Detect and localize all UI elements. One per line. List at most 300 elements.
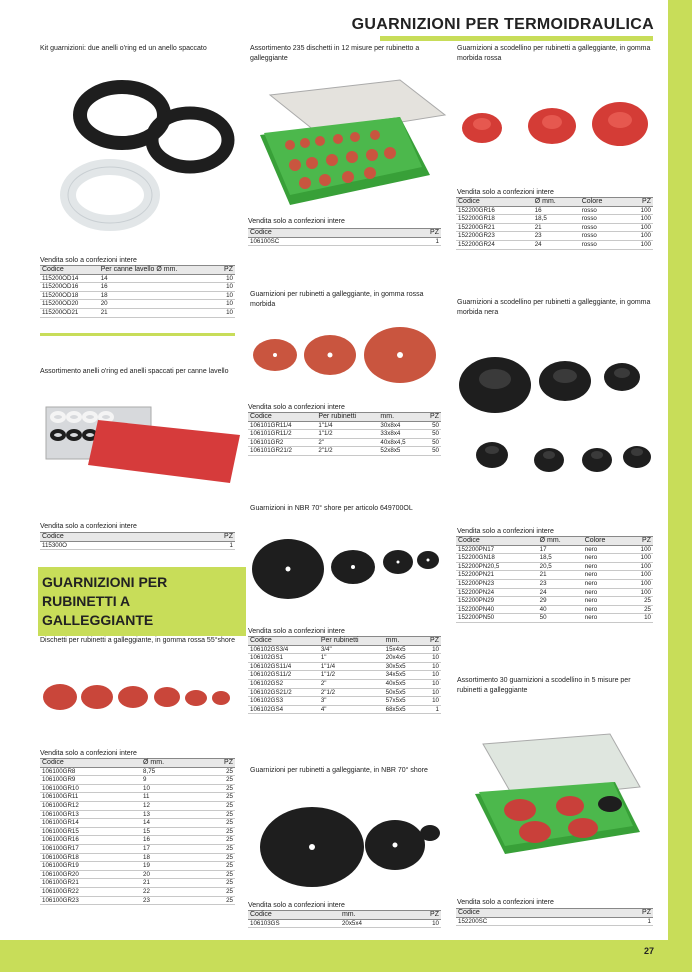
col-codice: Codice (456, 537, 538, 546)
cell: 10 (216, 283, 235, 292)
nbr70-sales-note: Vendita solo a confezioni intere (248, 628, 345, 635)
cell: 115200OD21 (40, 308, 99, 317)
cell: 106100GR22 (40, 887, 141, 896)
assortimento-30-sales-note: Vendita solo a confezioni intere (457, 899, 554, 906)
table-row (456, 545, 653, 554)
cell: 23 (538, 579, 583, 588)
cell: 25 (203, 879, 235, 888)
cell: 21 (141, 879, 203, 888)
table-row (40, 767, 235, 776)
table-row (248, 645, 441, 654)
cell: 20 (99, 300, 216, 309)
assortimento-235-sales-note: Vendita solo a confezioni intere (248, 218, 345, 225)
cell: 16 (99, 283, 216, 292)
cell: nero (583, 579, 627, 588)
cell: 25 (203, 862, 235, 871)
table-row (40, 801, 235, 810)
col-codice: Codice (248, 229, 387, 238)
cell: 10 (421, 671, 441, 680)
cell: 106102GS11/2 (248, 671, 319, 680)
table-row (248, 679, 441, 688)
cell: 152200GR23 (456, 232, 533, 241)
cell: 100 (626, 206, 653, 215)
table-row (40, 887, 235, 896)
dischetti-image (40, 675, 240, 725)
cell: rosso (580, 240, 626, 249)
divider (40, 333, 235, 336)
cell: 106102GS3 (248, 697, 319, 706)
cell: 106101GR2 (248, 438, 316, 447)
cell: 106102GS2 (248, 679, 319, 688)
col-pz: PZ (421, 637, 441, 646)
cell: 21 (533, 223, 580, 232)
rossa-morbida-table (248, 412, 441, 456)
cell: 100 (627, 571, 653, 580)
cell: 10 (421, 679, 441, 688)
cell: 25 (627, 597, 653, 606)
col-mm: mm. (378, 413, 421, 422)
table-row (40, 836, 235, 845)
col-colore: Colore (580, 198, 626, 207)
col-mm: mm. (340, 911, 406, 920)
col-diametro: Ø mm. (141, 759, 203, 768)
nbr70-b-sales-note: Vendita solo a confezioni intere (248, 902, 345, 909)
assortimento-235-image (250, 75, 450, 215)
table-row (40, 308, 235, 317)
cell: 2" (319, 679, 384, 688)
cell: 25 (203, 896, 235, 905)
cell: nero (583, 545, 627, 554)
table-row (40, 819, 235, 828)
cell: 10 (421, 697, 441, 706)
cell: 50 (538, 614, 583, 623)
col-codice: Codice (248, 413, 316, 422)
cell: 15 (141, 827, 203, 836)
cell: 1 (421, 705, 441, 714)
kit-oring-sales-note: Vendita solo a confezioni intere (40, 257, 137, 264)
cell: 25 (203, 776, 235, 785)
cell: 16 (533, 206, 580, 215)
cell: 40x8x4,5 (378, 438, 421, 447)
cell: 30x8x4 (378, 421, 421, 430)
col-codice: Codice (40, 266, 99, 275)
table-row (456, 588, 653, 597)
cell: 152200PN20,5 (456, 562, 538, 571)
table-row (248, 688, 441, 697)
cell: 10 (216, 300, 235, 309)
table-row (248, 919, 441, 928)
cell: 10 (421, 645, 441, 654)
cell: 1"1/2 (319, 671, 384, 680)
col-colore: Colore (583, 537, 627, 546)
col-pz: PZ (627, 537, 653, 546)
scodellino-nera-sales-note: Vendita solo a confezioni intere (457, 528, 554, 535)
cell: 14 (141, 819, 203, 828)
cell: 17 (538, 545, 583, 554)
cell: 106100GR18 (40, 853, 141, 862)
table-row (40, 784, 235, 793)
cell: 1 (598, 917, 653, 926)
kit-oring-description: Kit guarnizioni: due anelli o'ring ed un anello spaccato (40, 45, 207, 52)
table-row (456, 614, 653, 623)
cell: 1 (387, 237, 441, 246)
col-pz: PZ (387, 229, 441, 238)
cell: 25 (203, 844, 235, 853)
cell: 106103GS (248, 919, 340, 928)
cell: 25 (203, 810, 235, 819)
table-row (248, 697, 441, 706)
assortimento-30-table (456, 908, 653, 926)
page-number: 27 (643, 946, 654, 956)
cell: 100 (626, 232, 653, 241)
cell: 25 (203, 827, 235, 836)
col-codice: Codice (248, 637, 319, 646)
cell: 2"1/2 (319, 688, 384, 697)
cell: 20x5x4 (340, 919, 406, 928)
cell: 50 (422, 421, 441, 430)
table-row (456, 206, 653, 215)
cell: 16 (141, 836, 203, 845)
cell: 18 (99, 291, 216, 300)
table-row (248, 671, 441, 680)
col-pz: PZ (422, 413, 441, 422)
col-codice: Codice (248, 911, 340, 920)
col-pz: PZ (203, 759, 235, 768)
nbr70-table (248, 636, 441, 714)
cell: 106100GR21 (40, 879, 141, 888)
table-row (40, 300, 235, 309)
cell: 1"1/2 (316, 430, 378, 439)
table-row (248, 430, 441, 439)
table-row (40, 291, 235, 300)
col-per-rubinetti: Per rubinetti (319, 637, 384, 646)
cell: 152200GR18 (456, 215, 533, 224)
cell: 3" (319, 697, 384, 706)
table-row (40, 810, 235, 819)
cell: 40 (538, 605, 583, 614)
cell: 24 (538, 588, 583, 597)
cell: 19 (141, 862, 203, 871)
nbr70-image (250, 522, 445, 617)
cell: 106100GR20 (40, 870, 141, 879)
rossa-morbida-image (250, 322, 445, 387)
cell: 2"1/2 (316, 447, 378, 456)
table-row (248, 654, 441, 663)
cell: 10 (421, 662, 441, 671)
cell: 106102GS1 (248, 654, 319, 663)
table-row (456, 554, 653, 563)
cell: 10 (421, 688, 441, 697)
cell: 100 (627, 562, 653, 571)
cell: nero (583, 605, 627, 614)
nbr70-b-table (248, 910, 441, 928)
col-codice: Codice (40, 759, 141, 768)
cell: 106100GR14 (40, 819, 141, 828)
cell: 20,5 (538, 562, 583, 571)
section-title-rubinetti: GUARNIZIONI PER RUBINETTI A GALLEGGIANTE (38, 567, 246, 636)
table-row (456, 223, 653, 232)
col-diametro: Ø mm. (533, 198, 580, 207)
cell: nero (583, 571, 627, 580)
table-row (248, 438, 441, 447)
cell: 152200PN21 (456, 571, 538, 580)
header-underline (380, 36, 653, 41)
cell: 152200SC (456, 917, 598, 926)
cell: 106102GS11/4 (248, 662, 319, 671)
cell: 152200GR16 (456, 206, 533, 215)
table-row (40, 862, 235, 871)
cell: 50 (422, 430, 441, 439)
cell: 106101GR11/2 (248, 430, 316, 439)
table-row (456, 571, 653, 580)
cell: 25 (203, 870, 235, 879)
table-row (40, 283, 235, 292)
cell: 52x8x5 (378, 447, 421, 456)
col-pz: PZ (598, 909, 653, 918)
table-row (456, 232, 653, 241)
cell: 100 (626, 240, 653, 249)
assortimento-anelli-image (40, 395, 240, 515)
scodellino-nera-description: Guarnizioni a scodellino per rubinetti a galleggiante, in gomma morbida nera (457, 299, 651, 316)
cell: 3/4" (319, 645, 384, 654)
rossa-morbida-sales-note: Vendita solo a confezioni intere (248, 404, 345, 411)
footer-bar (0, 940, 692, 972)
scodellino-rossa-sales-note: Vendita solo a confezioni intere (457, 189, 554, 196)
cell: nero (583, 588, 627, 597)
cell: 106102GS4 (248, 705, 319, 714)
cell: 25 (203, 853, 235, 862)
cell: 20 (141, 870, 203, 879)
cell: nero (583, 562, 627, 571)
cell: 152200PN29 (456, 597, 538, 606)
cell: 152200GN18 (456, 554, 538, 563)
cell: 68x5x5 (384, 705, 421, 714)
cell: 2" (316, 438, 378, 447)
cell: 13 (141, 810, 203, 819)
cell: 9 (141, 776, 203, 785)
cell: 4" (319, 705, 384, 714)
cell: 100 (626, 215, 653, 224)
cell: 10 (627, 614, 653, 623)
cell: 24 (533, 240, 580, 249)
cell: 25 (203, 793, 235, 802)
cell: 10 (406, 919, 441, 928)
table-row (40, 776, 235, 785)
cell: 10 (421, 654, 441, 663)
col-pz: PZ (216, 266, 235, 275)
assortimento-anelli-table (40, 532, 235, 550)
cell: 12 (141, 801, 203, 810)
col-mm: mm. (384, 637, 421, 646)
col-pz: PZ (175, 533, 235, 542)
cell: 106100GR19 (40, 862, 141, 871)
cell: 25 (203, 819, 235, 828)
assortimento-anelli-description: Assortimento anelli o'ring ed anelli spaccati per canne lavello (40, 368, 229, 375)
col-codice: Codice (456, 909, 598, 918)
cell: 106101GR21/2 (248, 447, 316, 456)
cell: 22 (141, 887, 203, 896)
cell: 152200PN23 (456, 579, 538, 588)
col-pz: PZ (406, 911, 441, 920)
cell: 115200OD16 (40, 283, 99, 292)
cell: 152200PN17 (456, 545, 538, 554)
cell: 106100GR12 (40, 801, 141, 810)
cell: 106100GR8 (40, 767, 141, 776)
cell: 50x5x5 (384, 688, 421, 697)
table-row (456, 215, 653, 224)
cell: 106100SC (248, 237, 387, 246)
cell: 8,75 (141, 767, 203, 776)
dischetti-sales-note: Vendita solo a confezioni intere (40, 750, 137, 757)
cell: 33x8x4 (378, 430, 421, 439)
table-row (40, 274, 235, 283)
assortimento-235-description: Assortimento 235 dischetti in 12 misure per rubinetto a galleggiante (250, 45, 420, 62)
cell: 100 (627, 588, 653, 597)
cell: 152200GR24 (456, 240, 533, 249)
cell: 25 (627, 605, 653, 614)
cell: 1" (319, 654, 384, 663)
cell: 106100GR11 (40, 793, 141, 802)
table-row (248, 447, 441, 456)
cell: 106100GR10 (40, 784, 141, 793)
scodellino-rossa-description: Guarnizioni a scodellino per rubinetti a galleggiante, in gomma morbida rossa (457, 45, 651, 62)
cell: 14 (99, 274, 216, 283)
cell: 15x4x5 (384, 645, 421, 654)
cell: 152200PN24 (456, 588, 538, 597)
cell: 17 (141, 844, 203, 853)
cell: 25 (203, 887, 235, 896)
cell: 115200OD20 (40, 300, 99, 309)
cell: 1"1/4 (316, 421, 378, 430)
cell: 106101GR11/4 (248, 421, 316, 430)
cell: 106100GR9 (40, 776, 141, 785)
nbr70-b-image (250, 795, 445, 895)
table-row (248, 237, 441, 246)
cell: 40x5x5 (384, 679, 421, 688)
assortimento-30-description: Assortimento 30 guarnizioni a scodellino in 5 misure per rubinetti a galleggiante (457, 677, 631, 694)
cell: 10 (141, 784, 203, 793)
cell: 106100GR23 (40, 896, 141, 905)
kit-oring-image (40, 70, 240, 240)
cell: 20x4x5 (384, 654, 421, 663)
cell: 106100GR15 (40, 827, 141, 836)
cell: 115200OD14 (40, 274, 99, 283)
cell: 18,5 (533, 215, 580, 224)
cell: 100 (627, 579, 653, 588)
cell: 10 (216, 291, 235, 300)
scodellino-nera-image (457, 345, 657, 495)
table-row (248, 662, 441, 671)
table-row (40, 879, 235, 888)
side-accent-bar (668, 0, 692, 940)
col-codice: Codice (40, 533, 175, 542)
cell: 18 (141, 853, 203, 862)
cell: rosso (580, 206, 626, 215)
cell: 152200PN50 (456, 614, 538, 623)
table-row (248, 705, 441, 714)
cell: rosso (580, 223, 626, 232)
cell: 10 (216, 274, 235, 283)
table-row (40, 853, 235, 862)
cell: 152200PN40 (456, 605, 538, 614)
table-row (248, 421, 441, 430)
cell: 29 (538, 597, 583, 606)
dischetti-description: Dischetti per rubinetti a galleggiante, in gomma rossa 55°shore (40, 637, 236, 644)
cell: 100 (627, 545, 653, 554)
cell: 106100GR17 (40, 844, 141, 853)
dischetti-table (40, 758, 235, 905)
col-pz: PZ (626, 198, 653, 207)
cell: nero (583, 554, 627, 563)
rossa-morbida-description: Guarnizioni per rubinetti a galleggiante, in gomma rossa morbida (250, 291, 424, 308)
assortimento-anelli-sales-note: Vendita solo a confezioni intere (40, 523, 137, 530)
table-row (456, 917, 653, 926)
cell: 25 (203, 767, 235, 776)
table-row (40, 541, 235, 550)
cell: 10 (216, 308, 235, 317)
nbr70-b-description: Guarnizioni per rubinetti a galleggiante, in NBR 70° shore (250, 767, 428, 774)
cell: 30x5x5 (384, 662, 421, 671)
cell: 100 (626, 223, 653, 232)
kit-oring-table (40, 265, 235, 318)
cell: 23 (533, 232, 580, 241)
cell: 50 (422, 447, 441, 456)
col-diametro: Per canne lavello Ø mm. (99, 266, 216, 275)
cell: 106102GS3/4 (248, 645, 319, 654)
table-row (456, 605, 653, 614)
cell: 25 (203, 784, 235, 793)
cell: 106100GR13 (40, 810, 141, 819)
table-row (456, 579, 653, 588)
table-row (40, 896, 235, 905)
cell: 57x5x5 (384, 697, 421, 706)
table-row (40, 827, 235, 836)
cell: 115300O (40, 541, 175, 550)
nbr70-description: Guarnizioni in NBR 70° shore per articolo 649700OL (250, 505, 413, 512)
col-diametro: Ø mm. (538, 537, 583, 546)
page-title: GUARNIZIONI PER TERMOIDRAULICA (351, 16, 654, 33)
cell: 25 (203, 801, 235, 810)
cell: 23 (141, 896, 203, 905)
col-codice: Codice (456, 198, 533, 207)
cell: nero (583, 597, 627, 606)
scodellino-rossa-table (456, 197, 653, 250)
assortimento-235-table (248, 228, 441, 246)
cell: 1"1/4 (319, 662, 384, 671)
cell: 34x5x5 (384, 671, 421, 680)
table-row (40, 844, 235, 853)
table-row (456, 562, 653, 571)
cell: 50 (422, 438, 441, 447)
cell: 106102GS21/2 (248, 688, 319, 697)
table-row (456, 597, 653, 606)
scodellino-nera-table (456, 536, 653, 623)
cell: 21 (538, 571, 583, 580)
table-row (456, 240, 653, 249)
scodellino-rossa-image (457, 90, 657, 170)
table-row (40, 793, 235, 802)
table-row (40, 870, 235, 879)
cell: nero (583, 614, 627, 623)
cell: 100 (627, 554, 653, 563)
cell: 106100GR16 (40, 836, 141, 845)
cell: 115200OD18 (40, 291, 99, 300)
cell: 11 (141, 793, 203, 802)
assortimento-30-image (465, 732, 655, 862)
cell: 152200GR21 (456, 223, 533, 232)
cell: 18,5 (538, 554, 583, 563)
cell: 21 (99, 308, 216, 317)
